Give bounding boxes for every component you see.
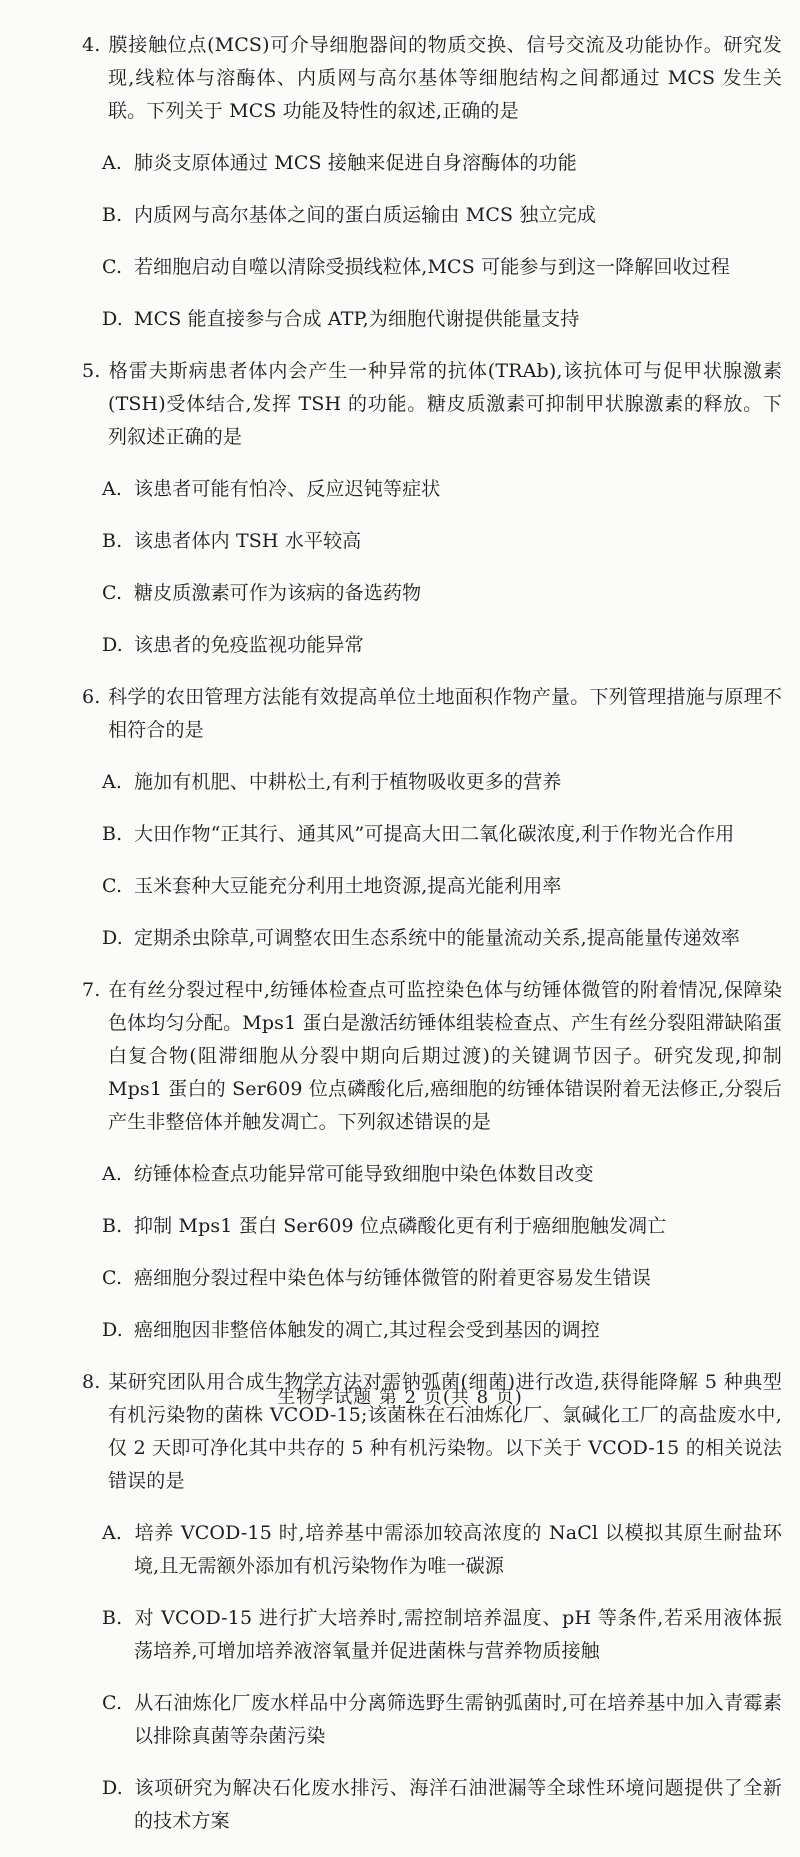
option-text: 糖皮质激素可作为该病的备选药物 <box>134 582 422 604</box>
option-letter: C. <box>102 1267 123 1289</box>
option-letter: A. <box>102 771 123 793</box>
option-letter: C. <box>102 582 123 604</box>
option-d <box>102 1772 782 1838</box>
exam-page <box>82 10 782 1857</box>
option-letter: B. <box>102 823 123 845</box>
option-letter: D. <box>102 308 123 330</box>
option-letter: C. <box>102 256 123 278</box>
option-text: 若细胞启动自噬以清除受损线粒体,MCS 可能参与到这一降解回收过程 <box>134 256 731 278</box>
option-text: 培养 VCOD-15 时,培养基中需添加较高浓度的 NaCl 以模拟其原生耐盐环境,且无需额外添加有机污染物作为唯一碳源 <box>134 1522 782 1577</box>
option-c <box>102 1262 782 1295</box>
option-d <box>102 1314 782 1347</box>
question-stem-text: 在有丝分裂过程中,纺锤体检查点可监控染色体与纺锤体微管的附着情况,保障染色体均匀分配。Mps1 蛋白是激活纺锤体组装检查点、产生有丝分裂阻滞缺陷蛋白复合物(阻滞细胞从分裂中期向后期过渡)的关键调节因子。研究发现,抑制 Mps1 蛋白的 Ser609 位点磷酸化后,癌细胞的纺锤体错误附着无法修正,分裂后产生非整倍体并触发凋亡。下列叙述错误的是 <box>108 979 782 1133</box>
option-text: 该患者可能有怕冷、反应迟钝等症状 <box>134 478 441 500</box>
option-text: 玉米套种大豆能充分利用土地资源,提高光能利用率 <box>134 875 562 897</box>
option-b <box>102 1210 782 1243</box>
option-text: 内质网与高尔基体之间的蛋白质运输由 MCS 独立完成 <box>134 204 596 226</box>
option-a <box>102 473 782 506</box>
option-text: 该项研究为解决石化废水排污、海洋石油泄漏等全球性环境问题提供了全新的技术方案 <box>134 1777 782 1832</box>
option-d <box>102 303 782 336</box>
option-letter: B. <box>102 204 123 226</box>
option-letter: D. <box>102 1777 123 1799</box>
option-c <box>102 251 782 284</box>
option-letter: B. <box>102 1215 123 1237</box>
option-b <box>102 525 782 558</box>
question-4 <box>82 29 782 336</box>
question-5 <box>82 355 782 662</box>
option-text: 抑制 Mps1 蛋白 Ser609 位点磷酸化更有利于癌细胞触发凋亡 <box>134 1215 667 1237</box>
option-letter: C. <box>102 1692 123 1714</box>
option-text: 纺锤体检查点功能异常可能导致细胞中染色体数目改变 <box>134 1163 594 1185</box>
option-text: 对 VCOD-15 进行扩大培养时,需控制培养温度、pH 等条件,若采用液体振荡培养,可增加培养液溶氧量并促进菌株与营养物质接触 <box>134 1607 782 1662</box>
option-text: 大田作物“正其行、通其风”可提高大田二氧化碳浓度,利于作物光合作用 <box>134 823 735 845</box>
option-b <box>102 1602 782 1668</box>
option-a <box>102 1158 782 1191</box>
question-stem <box>82 681 782 747</box>
question-stem <box>82 974 782 1139</box>
option-text: 该患者体内 TSH 水平较高 <box>134 530 362 552</box>
option-text: 该患者的免疫监视功能异常 <box>134 634 364 656</box>
question-stem-text: 科学的农田管理方法能有效提高单位土地面积作物产量。下列管理措施与原理不相符合的是 <box>108 686 782 741</box>
option-c <box>102 577 782 610</box>
question-number: 5. <box>82 360 101 382</box>
option-text: 癌细胞分裂过程中染色体与纺锤体微管的附着更容易发生错误 <box>134 1267 652 1289</box>
option-letter: B. <box>102 530 123 552</box>
question-number: 7. <box>82 979 101 1001</box>
option-text: 施加有机肥、中耕松土,有利于植物吸收更多的营养 <box>134 771 562 793</box>
option-letter: D. <box>102 634 123 656</box>
question-number: 8. <box>82 1371 101 1393</box>
question-stem-text: 膜接触位点(MCS)可介导细胞器间的物质交换、信号交流及功能协作。研究发现,线粒体与溶酶体、内质网与高尔基体等细胞结构之间都通过 MCS 发生关联。下列关于 MCS 功能及特性的叙述,正确的是 <box>108 34 782 122</box>
question-number: 6. <box>82 686 101 708</box>
option-letter: D. <box>102 927 123 949</box>
question-number: 4. <box>82 34 101 56</box>
option-text: 从石油炼化厂废水样品中分离筛选野生需钠弧菌时,可在培养基中加入青霉素以排除真菌等杂菌污染 <box>134 1692 782 1747</box>
option-text: MCS 能直接参与合成 ATP,为细胞代谢提供能量支持 <box>134 308 580 330</box>
option-letter: C. <box>102 875 123 897</box>
option-b <box>102 199 782 232</box>
question-stem <box>82 29 782 128</box>
option-letter: D. <box>102 1319 123 1341</box>
option-text: 定期杀虫除草,可调整农田生态系统中的能量流动关系,提高能量传递效率 <box>134 927 741 949</box>
option-a <box>102 1517 782 1583</box>
option-d <box>102 922 782 955</box>
option-c <box>102 870 782 903</box>
option-letter: A. <box>102 152 123 174</box>
option-b <box>102 818 782 851</box>
option-letter: A. <box>102 1163 123 1185</box>
question-stem <box>82 355 782 454</box>
question-7 <box>82 974 782 1347</box>
option-c <box>102 1687 782 1753</box>
question-stem-text: 某研究团队用合成生物学方法对需钠弧菌(细菌)进行改造,获得能降解 5 种典型有机污染物的菌株 VCOD-15;该菌株在石油炼化厂、氯碱化工厂的高盐废水中,仅 2 天即可净化其中共存的 5 种有机污染物。以下关于 VCOD-15 的相关说法错误的是 <box>108 1371 782 1492</box>
page-footer: 生物学试题 第 2 页(共 8 页) <box>277 1387 523 1408</box>
option-a <box>102 766 782 799</box>
question-stem-text: 格雷夫斯病患者体内会产生一种异常的抗体(TRAb),该抗体可与促甲状腺激素(TSH)受体结合,发挥 TSH 的功能。糖皮质激素可抑制甲状腺激素的释放。下列叙述正确的是 <box>108 360 782 448</box>
question-6 <box>82 681 782 955</box>
option-a <box>102 147 782 180</box>
option-d <box>102 629 782 662</box>
option-text: 肺炎支原体通过 MCS 接触来促进自身溶酶体的功能 <box>134 152 577 174</box>
option-letter: A. <box>102 1522 123 1544</box>
option-letter: B. <box>102 1607 123 1629</box>
option-text: 癌细胞因非整倍体触发的凋亡,其过程会受到基因的调控 <box>134 1319 600 1341</box>
question-8 <box>82 1366 782 1838</box>
option-letter: A. <box>102 478 123 500</box>
